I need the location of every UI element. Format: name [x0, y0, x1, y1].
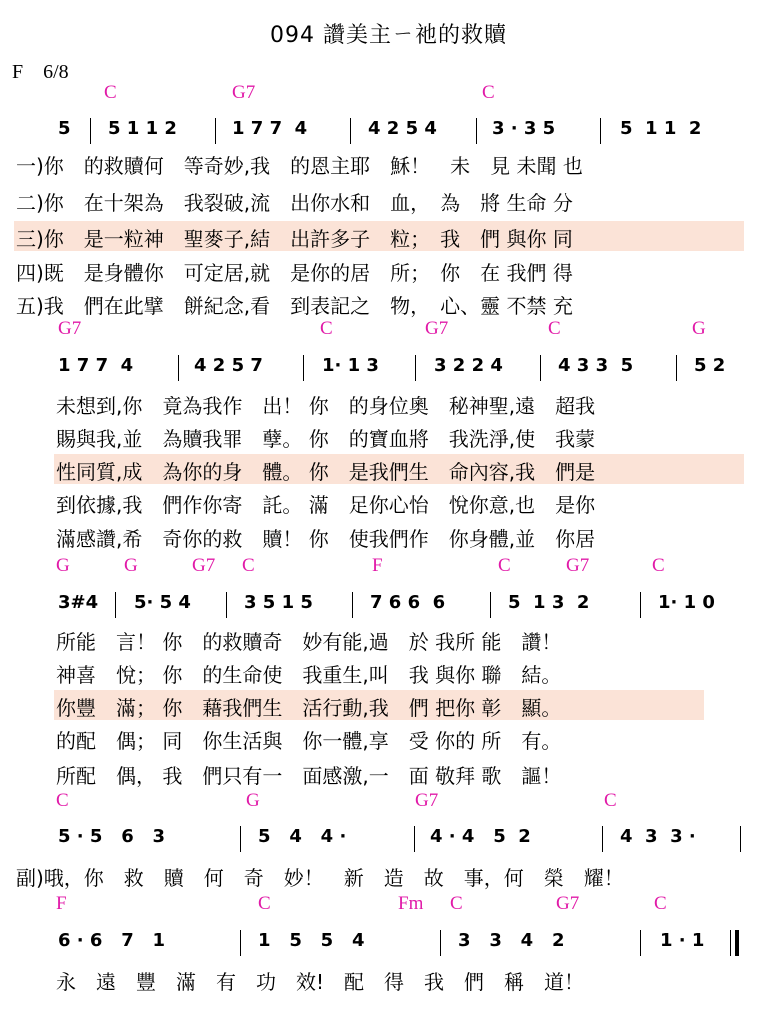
- measure: 3 5 1 5: [244, 592, 313, 613]
- measure: 1 · 1: [660, 930, 705, 951]
- chord: G7: [192, 555, 216, 576]
- lyric-line: 所能 言！ 你 的救贖奇 妙有能,過 於 我所 能 讚！: [56, 630, 562, 654]
- lyric-line: 五)我 們在此擘 餅紀念,看 到表記之 物， 心、靈 不禁 充: [16, 294, 573, 318]
- barline: [215, 118, 216, 144]
- chorus-lyric-line: 副)哦，你 救 贖 何 奇 妙！ 新 造 故 事，何 榮 耀！: [16, 866, 624, 890]
- chord: G7: [425, 318, 449, 339]
- chord: C: [104, 82, 117, 103]
- key-and-time-signature: F 6/8: [12, 61, 69, 83]
- chord: F: [372, 555, 383, 576]
- barline: [115, 592, 116, 618]
- measure: 3#4: [58, 592, 99, 613]
- lyric-line: 所配 偶， 我 們只有一 面感激,一 面 敬拜 歌 謳！: [56, 764, 562, 788]
- measure: 1 7 7 4: [232, 118, 308, 139]
- chord: G7: [58, 318, 82, 339]
- barline: [240, 930, 241, 956]
- lyric-line: 未想到,你 竟為我作 出！ 你 的身位奧 秘神聖,遠 超我: [56, 394, 596, 418]
- chord: F: [56, 893, 67, 914]
- barline: [440, 930, 441, 956]
- chord: G7: [415, 790, 439, 811]
- lyric-line: 性同質,成 為你的身 體。 你 是我們生 命內容,我 們是: [56, 460, 596, 484]
- measure: 3 · 3 5: [492, 118, 556, 139]
- measure: 3 3 4 2: [458, 930, 565, 951]
- chord: C: [482, 82, 495, 103]
- chord: C: [56, 790, 69, 811]
- lyric-line: 神喜 悅； 你 的生命使 我重生,叫 我 與你 聯 結。: [56, 663, 562, 687]
- barline: [476, 118, 477, 144]
- chord: G7: [232, 82, 256, 103]
- chord: C: [498, 555, 511, 576]
- barline: [350, 118, 351, 144]
- measure: 4 3 3 5: [558, 355, 634, 376]
- barline: [602, 826, 603, 852]
- lyric-line: 你豐 滿； 你 藉我們生 活行動,我 們 把你 彰 顯。: [56, 696, 562, 720]
- chord: C: [320, 318, 333, 339]
- measure: 1· 1 0: [658, 592, 715, 613]
- measure: 5 1 1 2: [620, 118, 702, 139]
- measure: 5 1 3 2: [508, 592, 590, 613]
- lyric-line: 賜與我,並 為贖我罪 孽。 你 的寶血將 我洗淨,使 我蒙: [56, 427, 596, 451]
- barline: [640, 592, 641, 618]
- measure: 4 3 3 ·: [620, 826, 696, 847]
- lyric-line: 一)你 的救贖何 等奇妙,我 的恩主耶 穌！ 未 見 未聞 也: [16, 154, 583, 178]
- song-title: 094 讚美主ㄧ祂的救贖: [270, 23, 507, 48]
- chord: C: [652, 555, 665, 576]
- chord: G7: [566, 555, 590, 576]
- barline: [415, 355, 416, 381]
- lyric-line: 滿感讚,希 奇你的救 贖！ 你 使我們作 你身體,並 你居: [56, 527, 596, 551]
- measure: 5 1 1 2: [108, 118, 177, 139]
- chord: G: [124, 555, 138, 576]
- barline: [740, 826, 741, 852]
- chorus-lyric-line: 永 遠 豐 滿 有 功 效! 配 得 我 們 稱 道！: [56, 970, 585, 994]
- measure: 5: [58, 118, 71, 139]
- chord: G: [692, 318, 706, 339]
- measure: 5· 5 4: [134, 592, 191, 613]
- measure: 4 2 5 7: [194, 355, 263, 376]
- barline: [226, 592, 227, 618]
- barline: [240, 826, 241, 852]
- lyric-line: 二)你 在十架為 我裂破,流 出你水和 血， 為 將 生命 分: [16, 191, 573, 215]
- measure: 1· 1 3: [322, 355, 379, 376]
- measure: 4 · 4 5 2: [430, 826, 531, 847]
- barline: [303, 355, 304, 381]
- barline: [352, 592, 353, 618]
- barline: [600, 118, 601, 144]
- barline: [676, 355, 677, 381]
- measure: 1 5 5 4: [258, 930, 365, 951]
- barline: [640, 930, 641, 956]
- chord: G: [246, 790, 260, 811]
- final-barline: [730, 930, 731, 956]
- chord: Fm: [398, 893, 424, 914]
- barline: [178, 355, 179, 381]
- barline: [414, 826, 415, 852]
- lyric-line: 三)你 是一粒神 聖麥子,結 出許多子 粒； 我 們 與你 同: [16, 227, 573, 251]
- measure: 3 2 2 4: [434, 355, 503, 376]
- chord: C: [450, 893, 463, 914]
- measure: 5 · 5 6 3: [58, 826, 166, 847]
- lyric-line: 四)既 是身體你 可定居,就 是你的居 所； 你 在 我們 得: [16, 261, 573, 285]
- measure: 7 6 6 6: [370, 592, 446, 613]
- barline: [540, 355, 541, 381]
- measure: 4 2 5 4: [368, 118, 437, 139]
- chord: G7: [556, 893, 580, 914]
- final-barline-thick: [735, 930, 739, 956]
- measure: 1 7 7 4: [58, 355, 134, 376]
- barline: [490, 592, 491, 618]
- measure: 6 · 6 7 1: [58, 930, 166, 951]
- measure: 5 2: [694, 355, 726, 376]
- barline: [90, 118, 91, 144]
- chord: C: [604, 790, 617, 811]
- chord: C: [654, 893, 667, 914]
- lyric-line: 到依據,我 們作你寄 託。 滿 足你心怡 悅你意,也 是你: [56, 493, 596, 517]
- chord: C: [258, 893, 271, 914]
- chord: G: [56, 555, 70, 576]
- chord: C: [242, 555, 255, 576]
- chord: C: [548, 318, 561, 339]
- lyric-line: 的配 偶； 同 你生活與 你一體,享 受 你的 所 有。: [56, 729, 562, 753]
- measure: 5 4 4 ·: [258, 826, 347, 847]
